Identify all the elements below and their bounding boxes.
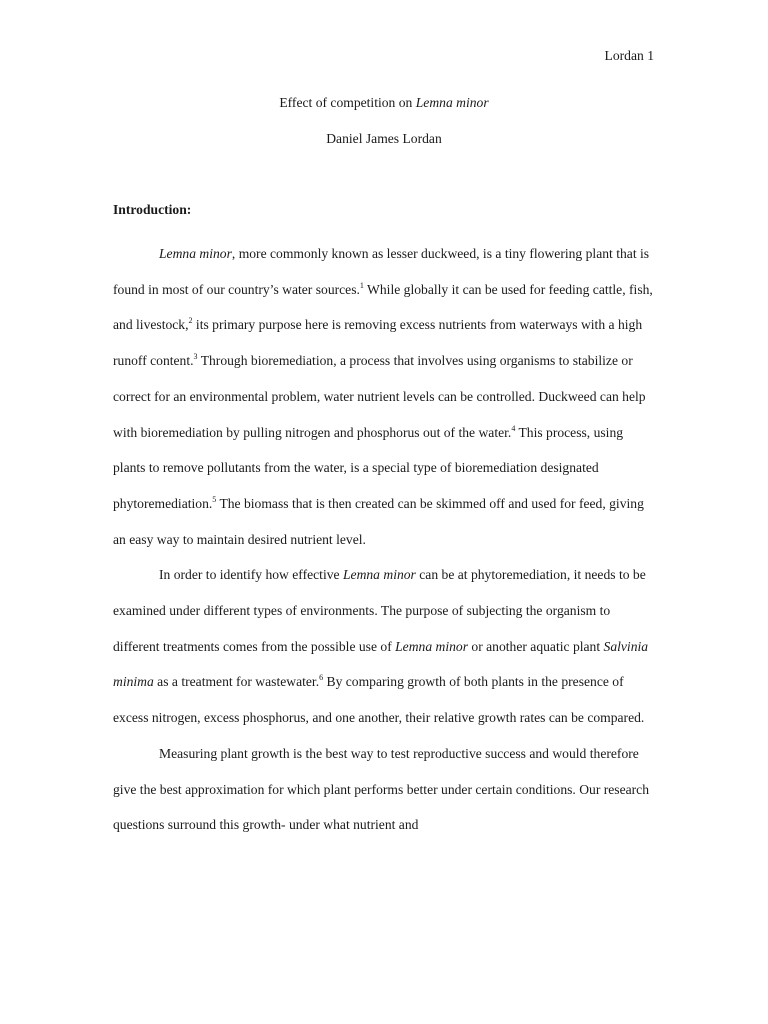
paragraph-text: The biomass that is then created can be skimmed off and used for feed, giving an easy way to maintain desired nutrient level. (113, 495, 644, 547)
title-text: Effect of competition on (279, 95, 416, 110)
author-name: Daniel James Lordan (326, 131, 442, 146)
body-text (113, 200, 658, 843)
species-name: Salvinia minima (113, 638, 649, 690)
paragraph-2 (113, 557, 658, 736)
paragraph-text: While globally it can be used for feeding cattle, fish, and livestock, (113, 281, 653, 333)
citation-ref: 4 (511, 423, 516, 433)
paragraph-text: Through bioremediation, a process that involves using organisms to stabilize or correct for an environmental problem, water nutrient levels can be controlled. Duckweed can help with bioremediation by pulling nitrogen and phosphorus out of the water. (113, 353, 646, 440)
paragraph-text: This process, using plants to remove pollutants from the water, is a special type of bioremediation designated phytoremediation. (113, 424, 624, 511)
paragraph-text: In order to identify how effective (159, 567, 343, 583)
citation-ref: 5 (212, 494, 217, 504)
title-species: Lemna minor (415, 95, 489, 110)
citation-ref: 3 (193, 352, 198, 362)
species-name: Lemna minor (395, 638, 469, 654)
citation-ref: 6 (319, 673, 324, 683)
paragraph-text: Measuring plant growth is the best way to test reproductive success and would therefore give the best approximation for which plant performs better under certain conditions. Our research questions surround this growth- under what nutrient and (113, 745, 650, 833)
citation-ref: 2 (188, 316, 193, 326)
paragraph-1 (113, 236, 658, 557)
section-heading: Introduction: (113, 202, 192, 217)
paragraph-3 (113, 736, 658, 843)
paragraph-text: , more commonly known as lesser duckweed, is a tiny flowering plant that is found in most of our country’s water sources. (113, 246, 650, 297)
paragraph-text: or another aquatic plant (468, 638, 604, 654)
citation-ref: 1 (359, 280, 364, 290)
paragraph-text: its primary purpose here is removing excess nutrients from waterways with a high runoff content. (113, 317, 643, 369)
paragraph-text: By comparing growth of both plants in the presence of excess nitrogen, excess phosphorus, and one another, their relative growth rates can be compared. (113, 674, 645, 726)
paragraph-text: as a treatment for wastewater. (153, 674, 320, 690)
paper-title (0, 93, 768, 113)
paragraph-text: can be at phytoremediation, it needs to be examined under different types of environments. The purpose of subjecting the organism to different treatments comes from the possible use of (113, 567, 646, 654)
running-header: Lordan 1 (604, 48, 654, 63)
species-name: Lemna minor (342, 567, 416, 583)
species-name: Lemna minor (159, 246, 232, 261)
